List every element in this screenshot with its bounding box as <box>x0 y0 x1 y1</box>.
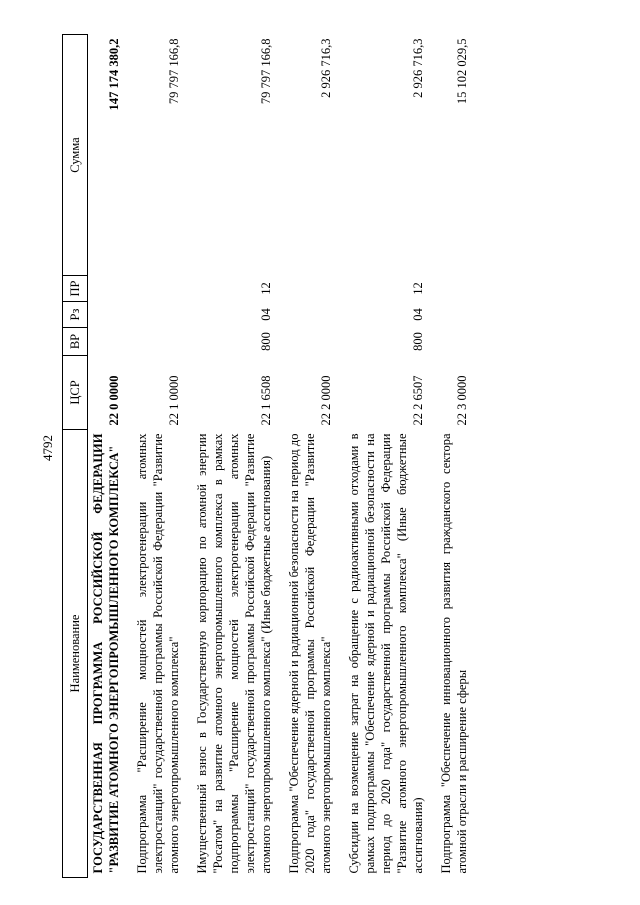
row-sum: 2 926 716,3 <box>319 38 333 98</box>
table-row <box>284 35 344 878</box>
table-row <box>344 35 436 878</box>
row-sum: 2 926 716,3 <box>411 38 425 98</box>
row-rz <box>132 302 192 328</box>
row-sum: 79 797 166,8 <box>167 38 181 105</box>
header-csr: ЦСР <box>63 356 88 430</box>
row-csr: 22 3 0000 <box>455 375 469 426</box>
rotated-page <box>62 28 622 878</box>
row-rz: 04 <box>411 308 425 321</box>
row-name: Имущественный взнос в Государственную корпорацию по атомной энергии "Росатом" на развитие атомного энергопромышленного комплекса в рамках подпрограммы "Расширение мощностей электрогенерации атомных электростанций" государственной программы Российской Федерации "Развитие атомного энергопромышленного комплекса" (Иные бюджетные ассигнования) <box>195 433 273 874</box>
header-name: Наименование <box>63 430 88 878</box>
row-pr <box>284 276 344 302</box>
row-sum: 15 102 029,5 <box>455 38 469 105</box>
row-vr <box>88 328 133 356</box>
row-vr: 800 <box>259 332 273 351</box>
header-sum: Сумма <box>63 35 88 276</box>
row-rz <box>88 302 133 328</box>
row-pr <box>132 276 192 302</box>
row-vr: 800 <box>411 332 425 351</box>
row-csr: 22 1 6508 <box>259 375 273 426</box>
row-sum: 79 797 166,8 <box>259 38 273 105</box>
row-sum: 147 174 380,2 <box>107 38 121 111</box>
header-pr: ПР <box>63 276 88 302</box>
row-name: Подпрограмма "Обеспечение инновационного развития гражданского сектора атомной отрасли и расширение сферы <box>439 433 469 874</box>
row-pr <box>436 276 480 302</box>
row-rz <box>284 302 344 328</box>
table-row <box>192 35 284 878</box>
row-name: Подпрограмма "Обеспечение ядерной и радиационной безопасности на период до 2020 года" государственной программы Российской Федерации "Развитие атомного энергопромышленного комплекса" <box>287 433 333 874</box>
table-row <box>88 35 133 878</box>
table-header-row <box>63 35 88 878</box>
row-name: Субсидии на возмещение затрат на обращение с радиоактивными отходами в рамках подпрограммы "Обеспечение ядерной и радиационной безопасности на период до 2020 года" государственной программы Российской Федерации "Развитие атомного энергопромышленного комплекса" (Иные бюджетные ассигнования) <box>347 433 425 874</box>
budget-table <box>62 34 480 878</box>
row-name: ГОСУДАРСТВЕННАЯ ПРОГРАММА РОССИЙСКОЙ ФЕДЕРАЦИИ "РАЗВИТИЕ АТОМНОГО ЭНЕРГОПРОМЫШЛЕННОГО КОМПЛЕКСА" <box>91 433 121 874</box>
row-pr: 12 <box>411 282 425 295</box>
row-name: Подпрограмма "Расширение мощностей электрогенерации атомных электростанций" государственной программы Российской Федерации "Развитие атомного энергопромышленного комплекса" <box>135 433 181 874</box>
row-csr: 22 0 0000 <box>107 375 121 426</box>
row-pr <box>88 276 133 302</box>
row-pr: 12 <box>259 282 273 295</box>
table-row <box>436 35 480 878</box>
row-vr <box>284 328 344 356</box>
table-row <box>132 35 192 878</box>
row-rz: 04 <box>259 308 273 321</box>
page-number: 4792 <box>40 435 55 461</box>
row-csr: 22 1 0000 <box>167 375 181 426</box>
row-rz <box>436 302 480 328</box>
row-csr: 22 2 0000 <box>319 375 333 426</box>
header-rz: Рз <box>63 302 88 328</box>
row-vr <box>436 328 480 356</box>
header-vr: ВР <box>63 328 88 356</box>
row-csr: 22 2 6507 <box>411 375 425 426</box>
row-vr <box>132 328 192 356</box>
